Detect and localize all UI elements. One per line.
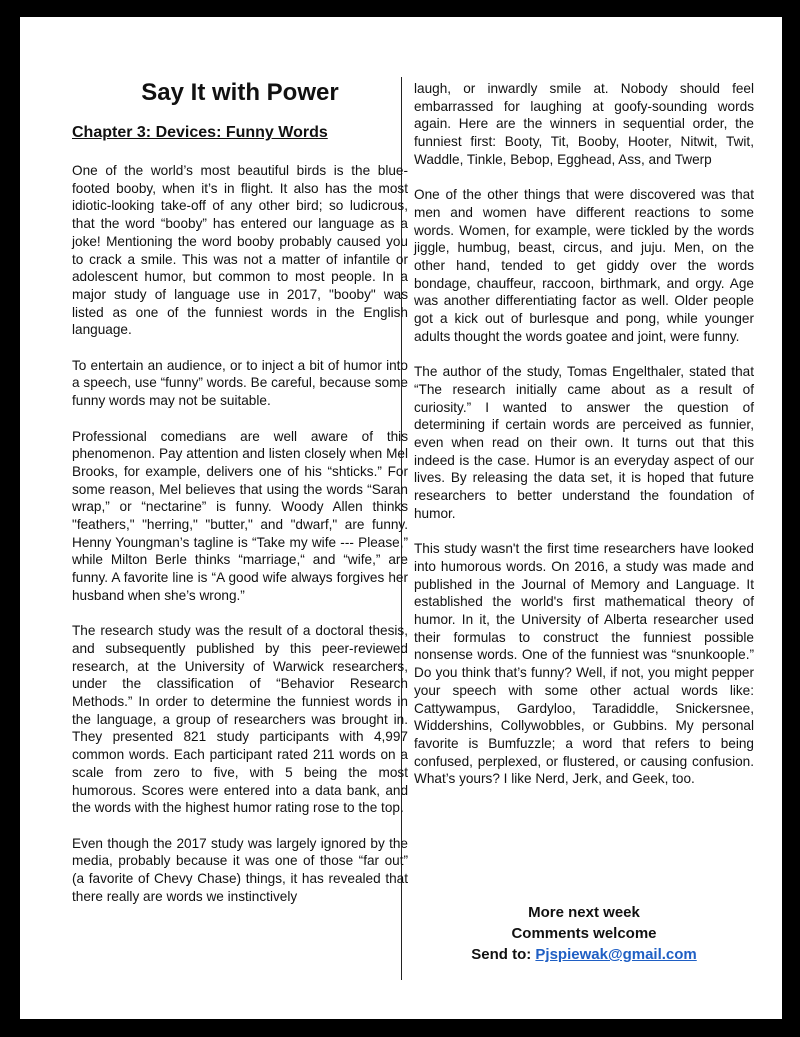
footer bbox=[414, 902, 754, 965]
chapter-heading: Chapter 3: Devices: Funny Words bbox=[72, 124, 328, 141]
right-column-text bbox=[414, 80, 754, 806]
paragraph: Professional comedians are well aware of this phenomenon. Pay attention and listen closely when Mel Brooks, for example, delivers one of his “shticks.” For some reason, Mel believes that using the words “Saran wrap,” or “nectarine” is funny. Woody Allen thinks "feathers," "herring," "butter," and "dwarf," are funny. Henny Youngman’s tagline is “Take my wife --- Please,” while Milton Berle thinks “marriage,“ and “wife,” are funny. A favorite line is “A good wife always forgives her husband when she’s wrong.” bbox=[72, 428, 408, 603]
email-link[interactable]: Pjspiewak@gmail.com bbox=[535, 946, 697, 963]
paragraph: The author of the study, Tomas Engelthaler, stated that “The research initially came about as a result of curiosity.” I wanted to answer the question of determining if certain words are perceived as funnier, even when read on their own. It turns out that this indeed is the case. Humor is an everyday aspect of our lives. By releasing the data set, it is hoped that future researchers to better understand the foundation of humor. bbox=[414, 364, 754, 521]
paragraph: The research study was the result of a doctoral thesis, and subsequently published by this peer-reviewed research, at the University of Warwick researchers, under the classification of “Behavior Research Methods.” In order to determine the funniest words in the language, a group of researchers was brought in. They presented 821 study participants with 4,997 common words. Each participant rated 211 words on a scale from zero to five, with 5 being the most humorous. Scores were entered into a data bank, and the words with the highest humor rating rose to the top. bbox=[72, 623, 408, 816]
paragraph: To entertain an audience, or to inject a bit of humor into a speech, use “funny” words. Be careful, because some funny words may not be suitable. bbox=[72, 357, 408, 409]
paragraph: One of the other things that were discovered was that men and women have different reactions to some words. Women, for example, were tickled by the words jiggle, humbug, beast, circus, and juju. Men, on the other hand, tended to get giddy over the words bondage, chauffeur, raccoon, birthmark, and orgy. Age was another differentiating factor as well. Older people got a kick out of burlesque and pong, while younger adults thought the words goatee and joint, were funny. bbox=[414, 187, 754, 344]
send-to-label: Send to: bbox=[471, 946, 536, 963]
paragraph: One of the world’s most beautiful birds is the blue-footed booby, when it’s in flight. It also has the most idiotic-looking take-off of any other bird; so ludicrous, that the word “booby” has entered our language as a joke! Mentioning the word booby probably caused you to crack a smile. This was not a matter of infantile or adolescent humor, but common to most people. In a major study of language use in 2017, "booby" was listed as one of the funniest words in the English language. bbox=[72, 163, 408, 338]
document-page bbox=[20, 17, 782, 1019]
footer-line-next-week: More next week bbox=[528, 904, 640, 921]
footer-line-comments: Comments welcome bbox=[511, 925, 657, 942]
paragraph: laugh, or inwardly smile at. Nobody should feel embarrassed for laughing at goofy-sounding words again. Here are the winners in sequential order, the funniest first: Booty, Tit, Booby, Hooter, Nitwit, Twit, Waddle, Tinkle, Bebop, Egghead, Ass, and Twerp bbox=[414, 81, 754, 167]
footer-send-line bbox=[414, 944, 754, 965]
left-column-text bbox=[72, 162, 408, 923]
paragraph: This study wasn't the first time researchers have looked into humorous words. On 2016, a study was made and published in the Journal of Memory and Language. It established the world's first mathematical theory of humor. In it, the University of Alberta researcher used their formulas to construct the funniest possible nonsense words. One of the funniest was “snunkoople.” Do you think that’s funny? Well, if not, you might pepper your speech with some other actual words like: Cattywampus, Gardyloo, Taradiddle, Snickersnee, Widdershins, Collywobbles, or Gubbins. My personal favorite is Bumfuzzle; a word that refers to being confused, perplexed, or flustered, or causing confusion. What’s yours? I like Nerd, Jerk, and Geek, too. bbox=[414, 541, 754, 787]
page-title: Say It with Power bbox=[141, 79, 339, 106]
paragraph: Even though the 2017 study was largely ignored by the media, probably because it was one of those “far out” (a favorite of Chevy Chase) things, it has revealed that there really are words we instinctively bbox=[72, 835, 408, 904]
